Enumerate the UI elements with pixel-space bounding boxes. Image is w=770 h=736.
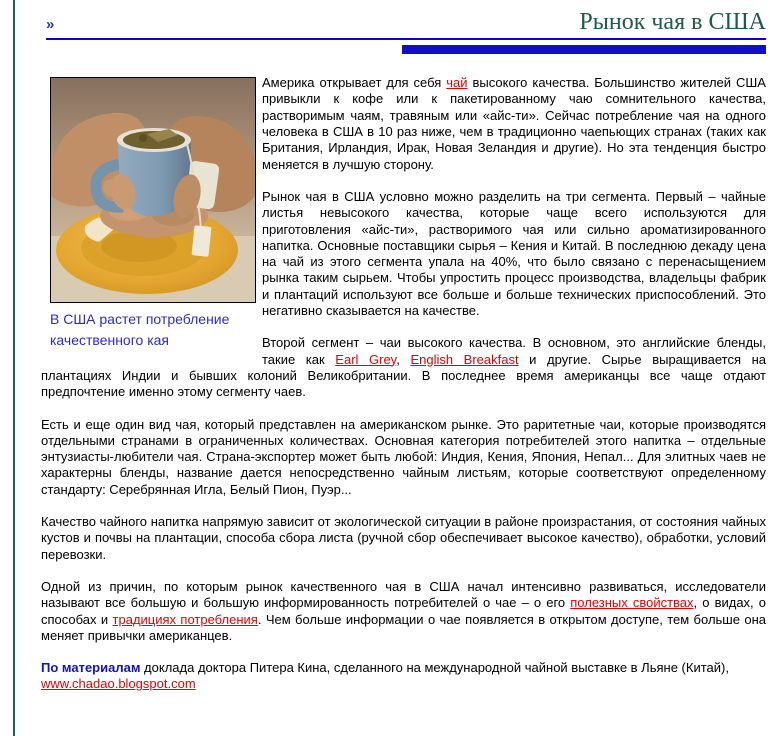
text-run: высокого качества. Большинство жителей США привыкли к кофе или к пакетированному чаю сомнительного качества, растворимым чаям, травяным или «айс-ти». Сейчас потребление чая на одного человека в США в 10 раз ниже, чем в традиционно чаепьющих странах (таких как Британия, Ирландия, Ирак, Новая Зеландия и другие). Но эта тенденция быстро меняется в лучшую сторону. [262,75,766,172]
text-run: , [396,351,411,367]
text-run: Есть и еще один вид чая, который представлен на американском рынке. Это раритетные чаи, которые производятся отдельными странами в ограниченных количествах. Основная категория потребителей этого напитка – отдельные энтузиасты-любители чая. Страна-экспортер может быть любой: Индия, Кения, Япония, Непал... Для элитных чаев не характерны бленды, название дается непосредственно чайным листьям, которые соответствуют определенному стандарту: Серебрянная Игла, Белый Пион, Пуэр... [41,416,766,497]
source-label: По материалам [41,660,141,676]
page-title: Рынок чая в США [579,9,766,35]
content-area [41,10,766,709]
text-run: Одной из причин, по которым рынок качественного чая в США начал интенсивно развиваться, исследователи называют все большую и большую информированность потребителей о чае – о его [41,578,766,611]
paragraph [41,660,766,693]
english-breakfast-link[interactable]: English Breakfast [410,351,519,367]
earl-grey-link[interactable]: Earl Grey [335,351,397,367]
consumption-traditions-link[interactable]: традициях потребления [112,611,258,627]
text-run: . Чем больше информации о чае появляется в открытом доступе, тем больше она меняет привычки американцев. [41,611,766,643]
left-border-rule [13,0,15,736]
text-run: Америка открывает для себя [262,75,447,91]
tea-link[interactable]: чай [446,75,468,91]
header-accent-bar [402,45,766,54]
text-run: Второй сегмент – чаи высокого качества. В основном, это английские бленды, такие как [262,335,766,367]
paragraph [41,417,766,498]
tea-cup-photo-illustration [51,78,255,302]
photo-caption: В США растет потребление качественного кая [50,311,230,349]
text-run: доклада доктора Питера Кина, сделанного на международной чайной выставке в Льяне (Китай), [140,660,729,676]
tea-cup-photo [50,77,256,303]
page-header [41,10,766,35]
double-arrow-marker[interactable]: » [46,16,55,34]
paragraph [41,579,766,644]
tea-photo-figure [50,77,256,351]
text-run: , о видах, о способах и [41,595,766,627]
text-run: и другие. Сырье выращивается на плантациях Индии и бывших колоний Великобритании. В последнее время американцы все чаще отдают предпочтение именно этому сегменту чаев. [41,351,767,400]
useful-properties-link[interactable]: полезных свойствах [570,595,694,611]
paragraph [41,514,766,563]
text-run: Качество чайного напитка напрямую зависит от экологической ситуации в районе произрастания, от состояния чайных кустов и почвы на плантации, способа сбора листа (ручной сбор обеспечивает высокое качество), обработки, условий перевозки. [41,514,766,562]
header-rule [46,38,766,40]
text-run: Рынок чая в США условно можно разделить на три сегмента. Первый – чайные листья невысокого качества, которые чаще всего используются для приготовления «айс-ти», растворимого чая или сильно ароматизированного напитка. Основные поставщики сырья – Кения и Китай. В последнюю декаду цена на чай из этого сегмента упала на 40%, что было связано с перенасыщением рынка таким сырьем. Чтобы упростить процесс производства, владельцы фабрик и плантаций используют все больше и больше технических приспособлений. Это негативно сказывается на качестве. [262,188,766,319]
chadao-link[interactable]: www.chadao.blogspot.com [41,676,196,692]
article-body [41,75,766,693]
